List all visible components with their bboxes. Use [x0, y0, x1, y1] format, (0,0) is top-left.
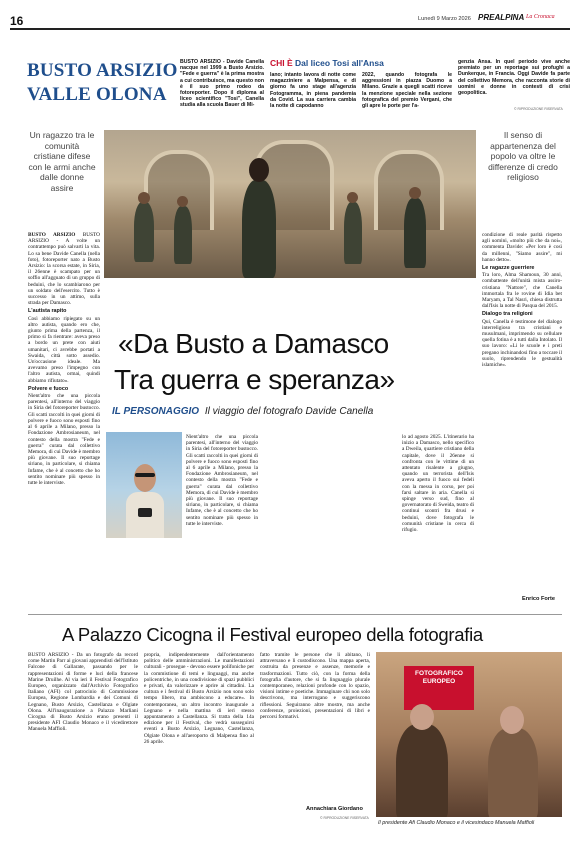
bottom-credit: © RIPRODUZIONE RISERVATA — [320, 816, 369, 820]
main-photo — [104, 130, 476, 278]
page-number: 16 — [10, 14, 24, 28]
photo-head — [409, 187, 421, 199]
headline-deck — [112, 406, 373, 417]
bottom-col2: propria, indipendentemente dall'orientamento politico delle amministrazioni. Le manifestazioni culturali - prosegue - devono essere polifoniche per la commistione di temi e linguaggi, ma anche policentriche, in una condivisione di spazi pubblici e privati, da valorizzare e aprire ai cittadini. La cultura e i festival di Busto Arsizio non sono solo tempo libero, ma ambiscono a educare». In contemporanea, un altro incontro inaugurale a Legnano e nella mattina di ieri stesso appuntamento a Castellanza. Si tratta della 14a edizione per il Festival, che vedrà susseguirsi eventi a Busto Arsizio, Legnano, Castellanza, Olgiate Olona e all'aeroporto di Malpensa fino al 26 aprile. — [144, 652, 254, 745]
top-story-heading — [270, 58, 384, 68]
headline-line2: Tra guerra e speranza» — [114, 364, 395, 395]
bottom-signature: Annachiara Giordano — [306, 806, 363, 812]
section-title-2: VALLE OLONA — [27, 84, 167, 105]
photo-head — [177, 196, 188, 207]
portrait-head — [134, 464, 156, 492]
section-title-1: BUSTO ARSIZIO — [27, 60, 178, 81]
article-signature: Enrico Forte — [522, 596, 555, 602]
photo-soldier — [404, 198, 426, 268]
portrait-photo — [106, 432, 182, 538]
headline-kicker: IL PERSONAGGIO — [112, 406, 200, 417]
festival-caption: Il presidente Afi Claudio Monaco e il vicesindaco Manuela Maffioli — [378, 820, 535, 826]
portrait-sunglasses — [135, 473, 155, 477]
top-story-col4: genzia Ansa. In quel periodo vive anche premiato per un reportage sui profughi a Dunkerque, in Francia. Oggi Davide fa parte del collettivo Memora, che racconta storie di uomini e donne in contesti di crisi geopolitica. — [458, 59, 570, 97]
article-col-d: condizione di reale parità rispetto agli uomini, «molto più che da noi», commenta Davide: «Per loro è così da millenni, "Siamo assire", mi hanno detto». Le ragazze guerriere Tra loro, Alma Shamoun, 30 anni, combattente dell'unità mista assiro-cristiana "Nattore", che Canella immortala fra le rovine di Idia bet Maryam, a Tal Nasri, chiesa distrutta dall'Isis la notte di Pasqua del 2015. Dialogo tra religioni Qui, Canella è testimone del dialogo interreligioso tra cristiani e musulmani, imprimendo su cellulare quella fotina è a tutti dalla Intolato. Il suo lavoro: «Li le scuole e i preti pregano inchinandosi fino a toccare il suolo, riprendendo le gestualità islamiche». — [482, 232, 562, 369]
photo-head — [138, 192, 150, 204]
photo-soldier — [174, 206, 192, 264]
top-story-col2: lano; intanto lavora di notte come magazziniere a Malpensa, e di giorno fa uno stage all'agenzia Fotogramma, in piena pandemia da Covid. La sua carriera cambia la notte di capodanno — [270, 72, 356, 110]
festival-person-right — [488, 728, 538, 817]
subhead-polvere: Polvere e fuoco — [28, 385, 69, 392]
article-col-b: Nient'altro che una piccola parentesi, all'interno del viaggio in Siria del fotoreporter bustocco. Gli scatti raccolti in quei giorni di polvere e fuoco sono esposti fino al 6 aprile a Milano, presso la Fondazione Ambrosianeum, nel contesto della mostra "Fede e guerra" curata dal collettivo Memora, di cui Davide è membro più giovane. Il suo reportage siriano, in particolare, si chiama Infame, che è al concetto che ho sentito nominare più spesso in tutte le interviste. — [186, 434, 258, 527]
header-date: Lunedì 9 Marzo 2026 — [418, 16, 471, 22]
bottom-col1: BUSTO ARSIZIO - Da un fotografo da record come Martin Parr ai giovani apprendisti dell'Istituto Falcone di Gallarate, passando per le rappresentazioni di forme e luci della francese Marine Druilhe. Al via ieri il Festival Fotografico Europeo, organizzato dall'Archivio Fotografico Italiano (AFI) col patrocinio di Commissione Europea, Regione Lombardia e dei Comuni di Legnano, Busto Arsizio, Castellanza e Olgiate Olona. All'inaugurazione a Palazzo Marliani Cicogna di Busto Arsizio erano presenti il presidente AFI Claudio Monaco e il vicedirettore Manuela Maffioli. — [28, 652, 138, 733]
top-story-credit: © RIPRODUZIONE RISERVATA — [514, 107, 563, 111]
headline-subtitle: Il viaggio del fotografo Davide Canella — [204, 406, 374, 417]
festival-head — [500, 706, 524, 734]
photo-head — [347, 192, 358, 203]
festival-person-left — [396, 724, 448, 817]
top-story-col3: 2022, quando fotografa le aggressioni in piazza Duomo a Milano. Grazie a quegli scatti riceve la menzione speciale nella sezione fotografica del premio Vergani, che gli apre le porte per l'a- — [362, 72, 452, 110]
top-story-kicker: CHI È — [270, 58, 293, 68]
top-story-title: Dal liceo Tosi all'Ansa — [295, 58, 384, 68]
subhead-autista: L'autista rapito — [28, 308, 67, 315]
photo-soldier-main — [242, 180, 276, 278]
headline-line1: «Da Busto a Damasco — [118, 328, 389, 359]
side-quote-left: Un ragazzo tra le comunità cristiane difese con le armi anche dalle donne assire — [28, 130, 96, 193]
subhead-dialogo: Dialogo tra religioni — [482, 311, 533, 318]
photo-soldier — [344, 202, 362, 264]
brand-name: PREALPINA — [478, 13, 525, 22]
header-rule — [10, 28, 570, 30]
bottom-rule — [28, 614, 562, 615]
article-col-a: BUSTO ARSIZIO BUSTO ARSIZIO - A volte un contrattempo può salvarti la vita. Lo sa bene Davide Canella (nella foto), fotoreporter nato a Busto Arsizio: la scorsa estate, in Siria, il 26enne è scampato per un soffio all'agguato di un gruppo di beduini, che lo scambiarono per un soldato dell'esercito. Tutto è successo in un attimo, sulla strada per Damasco. L'autista rapito Così abbiamo ripiegato su un altro autista, quando ero che, giunto prima della partenza, il primo si fa rientrare: aveva preso a bordo un prete con aiuti umanitari, ci avrebbe portati a Swaida, città sotto assedio. Un'occasione ideale. Ma avevamo preso l'impegno con l'altro autista, ormai, quindi abbiamo rifiutato». Polvere e fuoco Nient'altro che una piccola parentesi, all'interno del viaggio in Siria del fotoreporter bustocco. Gli scatti raccolti in quei giorni di polvere e fuoco sono esposti fino al 6 aprile a Milano, presso la Fondazione Ambrosianeum, nel contesto della mostra "Fede e guerra" curata dal collettivo Memora, di cui Davide è membro più giovane. Il suo reportage siriano, in particolare, si chiama Infame, che è al concetto che ho sentito nominare più spesso in tutte le interviste. — [28, 232, 100, 486]
article-col-c: lo ad agosto 2025. L'itinerario ha inizio a Damasco, nello specifico a Dweila, quartiere cristiano della capitale, dove il 26enne si confronta con le vittime di un attentato risalente a giugno, quando un terrorista dell'Isis aveva aperto il fuoco sui fedeli con la messa in corso, per poi farsi saltare in aria. Canella si spinge verso sud, fino al governatorato di Sweida, teatro di continui scontri fra drusi e beduini, dove fotografa le comunità cristiane in cerca di rifugio. — [402, 434, 474, 534]
festival-banner: FOTOGRAFICO EUROPEO — [404, 666, 474, 710]
brand-sub: La Cronaca — [526, 14, 555, 20]
festival-photo — [376, 652, 562, 817]
portrait-camera-icon — [138, 508, 152, 517]
photo-head — [249, 158, 269, 182]
bottom-headline: A Palazzo Cicogna il Festival europeo della fotografia — [62, 624, 483, 645]
top-story-col1: BUSTO ARSIZIO - Davide Canella nacque nel 1999 a Busto Arsizio. "Fede e guerra" è la prima mostra a cui contribuisce, ma questo non è il suo primo rodeo da fotoreporter. Dopo il diploma al liceo scientifico "Tosi", Canella studia alla scuola Bauer di Mi- — [180, 59, 264, 109]
bottom-col3: fatto tramite le persone che li abitano, li attraversano e li custodiscono. Una mappa aperta, costruita da presenze e assenze, memorie e trasformazioni. Tutto ciò, con la forma della fotografia d'autore, che si fa linguaggio plurale contemporaneo, relazioni profonde con lo spazio, visioni intime e poetiche. Immaginare chi non solo descrivono, ma interrogano e suggeriscono riflessioni. Seguiranno altre mostre, ma anche conferenze, proiezioni, presentazioni di libri e percorsi formativi. — [260, 652, 370, 721]
photo-soldier — [134, 202, 154, 262]
festival-head — [410, 704, 434, 730]
side-quote-right: Il senso di appartenenza del popolo va oltre le differenze di credo religioso — [488, 130, 558, 182]
subhead-ragazze: Le ragazze guerriere — [482, 265, 535, 272]
